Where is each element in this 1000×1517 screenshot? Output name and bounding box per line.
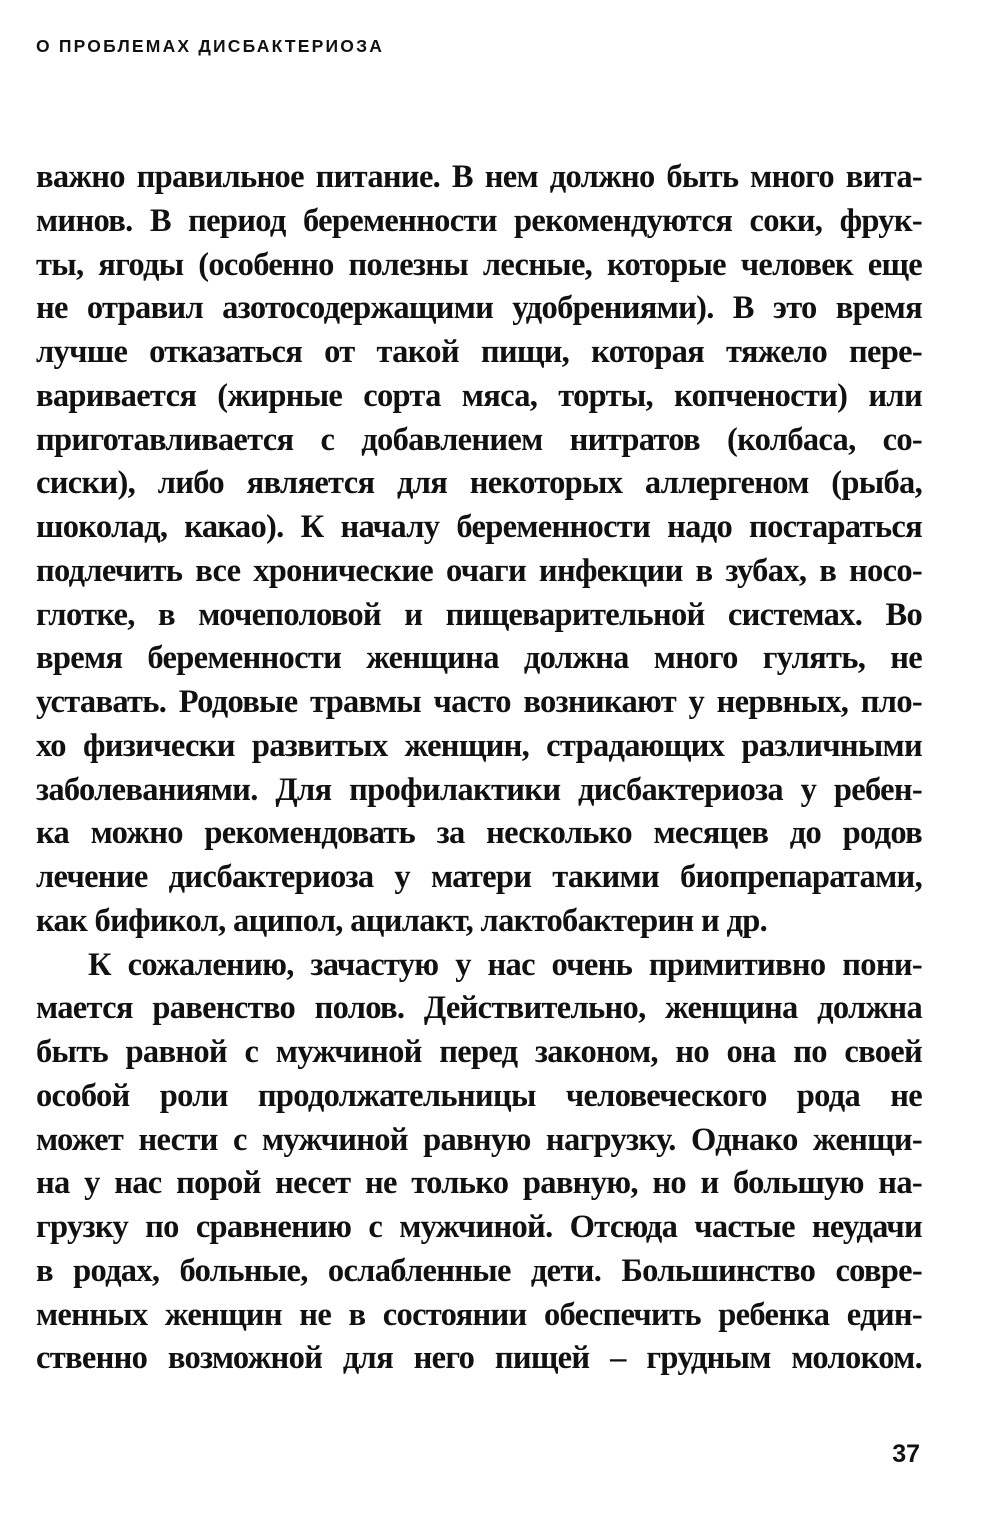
text-line: быть равной с мужчиной перед законом, но она по своей [36,1034,922,1070]
text-line: уставать. Родовые травмы часто возникают у нервных, пло- [36,684,922,720]
paragraph-1 [36,156,922,944]
text-line: заболеваниями. Для профилактики дисбактериоза у ребен- [36,771,922,808]
text-line: менных женщин не в состоянии обеспечить ребенка един- [36,1296,922,1333]
text-line: ственно возможной для него пищей – грудным молоком. [36,1340,922,1377]
page-number: 37 [892,1440,920,1468]
body-text [36,156,922,1381]
text-line: не отравил азотосодержащими удобрениями). В это время [36,290,922,327]
text-line: мается равенство полов. Действительно, женщина должна [36,990,922,1027]
text-line: подлечить все хронические очаги инфекции в зубах, в носо- [36,552,922,589]
text-line: минов. В период беременности рекомендуются соки, фрук- [36,202,922,239]
text-line: варивается (жирные сорта мяса, торты, копчености) или [36,377,922,414]
text-line: шоколад, какао). К началу беременности надо постараться [36,509,922,545]
text-line: ка можно рекомендовать за несколько месяцев до родов [36,815,922,852]
text-line: грузку по сравнению с мужчиной. Отсюда частые неудачи [36,1209,922,1245]
text-line: глотке, в мочеполовой и пищеварительной системах. Во [36,596,922,633]
text-line: на у нас порой несет не только равную, но и большую на- [36,1165,922,1202]
text-line: лечение дисбактериоза у матери такими биопрепаратами, [36,859,922,895]
text-line: К сожалению, зачастую у нас очень примитивно пони- [88,946,922,983]
text-line: в родах, больные, ослабленные дети. Большинство совре- [36,1252,922,1289]
text-line: приготавливается с добавлением нитратов (колбаса, со- [36,421,922,458]
text-line: время беременности женщина должна много гулять, не [36,640,922,677]
text-line: особой роли продолжательницы человеческого рода не [36,1077,922,1114]
text-line: важно правильное питание. В нем должно быть много вита- [36,159,922,195]
text-line: может нести с мужчиной равную нагрузку. Однако женщи- [36,1121,922,1158]
paragraph-2 [36,944,922,1382]
text-line: как бификол, аципол, ацилакт, лактобактерин и др. [36,902,767,939]
running-head: О ПРОБЛЕМАХ ДИСБАКТЕРИОЗА [36,36,385,56]
text-line: хо физически развитых женщин, страдающих различными [36,727,922,764]
text-line: ты, ягоды (особенно полезны лесные, которые человек еще [36,246,922,283]
text-line: лучше отказаться от такой пищи, которая тяжело пере- [36,334,922,370]
text-line: сиски), либо является для некоторых аллергеном (рыба, [36,465,922,502]
